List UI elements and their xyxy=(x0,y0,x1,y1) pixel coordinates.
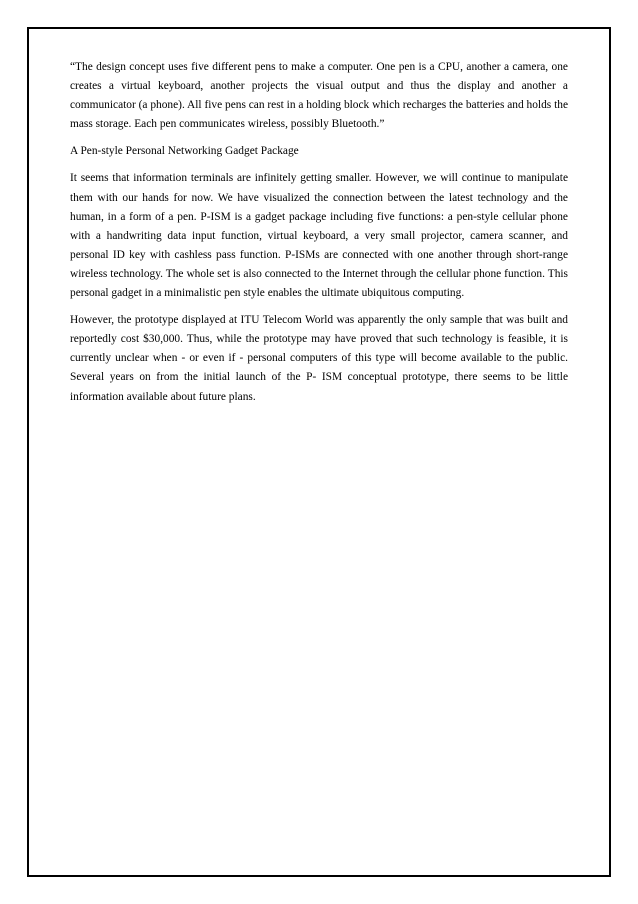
section-heading: A Pen-style Personal Networking Gadget Package xyxy=(70,145,299,158)
quote-paragraph: “The design concept uses five different pens to make a computer. One pen is a CPU, another a camera, one creates a virtual keyboard, another projects the visual output and thus the display and another a communicator (a phone). All five pens can rest in a holding block which recharges the batteries and holds the mass storage. Each pen communicates wireless, possibly Bluetooth.” xyxy=(70,61,568,131)
document-body xyxy=(70,58,568,415)
body-paragraph: However, the prototype displayed at ITU Telecom World was apparently the only sample that was built and reportedly cost $30,000. Thus, while the prototype may have proved that such technology is feasible, it is currently unclear when - or even if - personal computers of this type will become available to the public. Several years on from the initial launch of the P- ISM conceptual prototype, there seems to be little information available about future plans. xyxy=(70,314,568,403)
body-paragraph: It seems that information terminals are infinitely getting smaller. However, we will continue to manipulate them with our hands for now. We have visualized the connection between the latest technology and the human, in a form of a pen. P-ISM is a gadget package including five functions: a pen-style cellular phone with a handwriting data input function, virtual keyboard, a very small projector, camera scanner, and personal ID key with cashless pass function. P-ISMs are connected with one another through short-range wireless technology. The whole set is also connected to the Internet through the cellular phone function. This personal gadget in a minimalistic pen style enables the ultimate ubiquitous computing. xyxy=(70,172,568,300)
